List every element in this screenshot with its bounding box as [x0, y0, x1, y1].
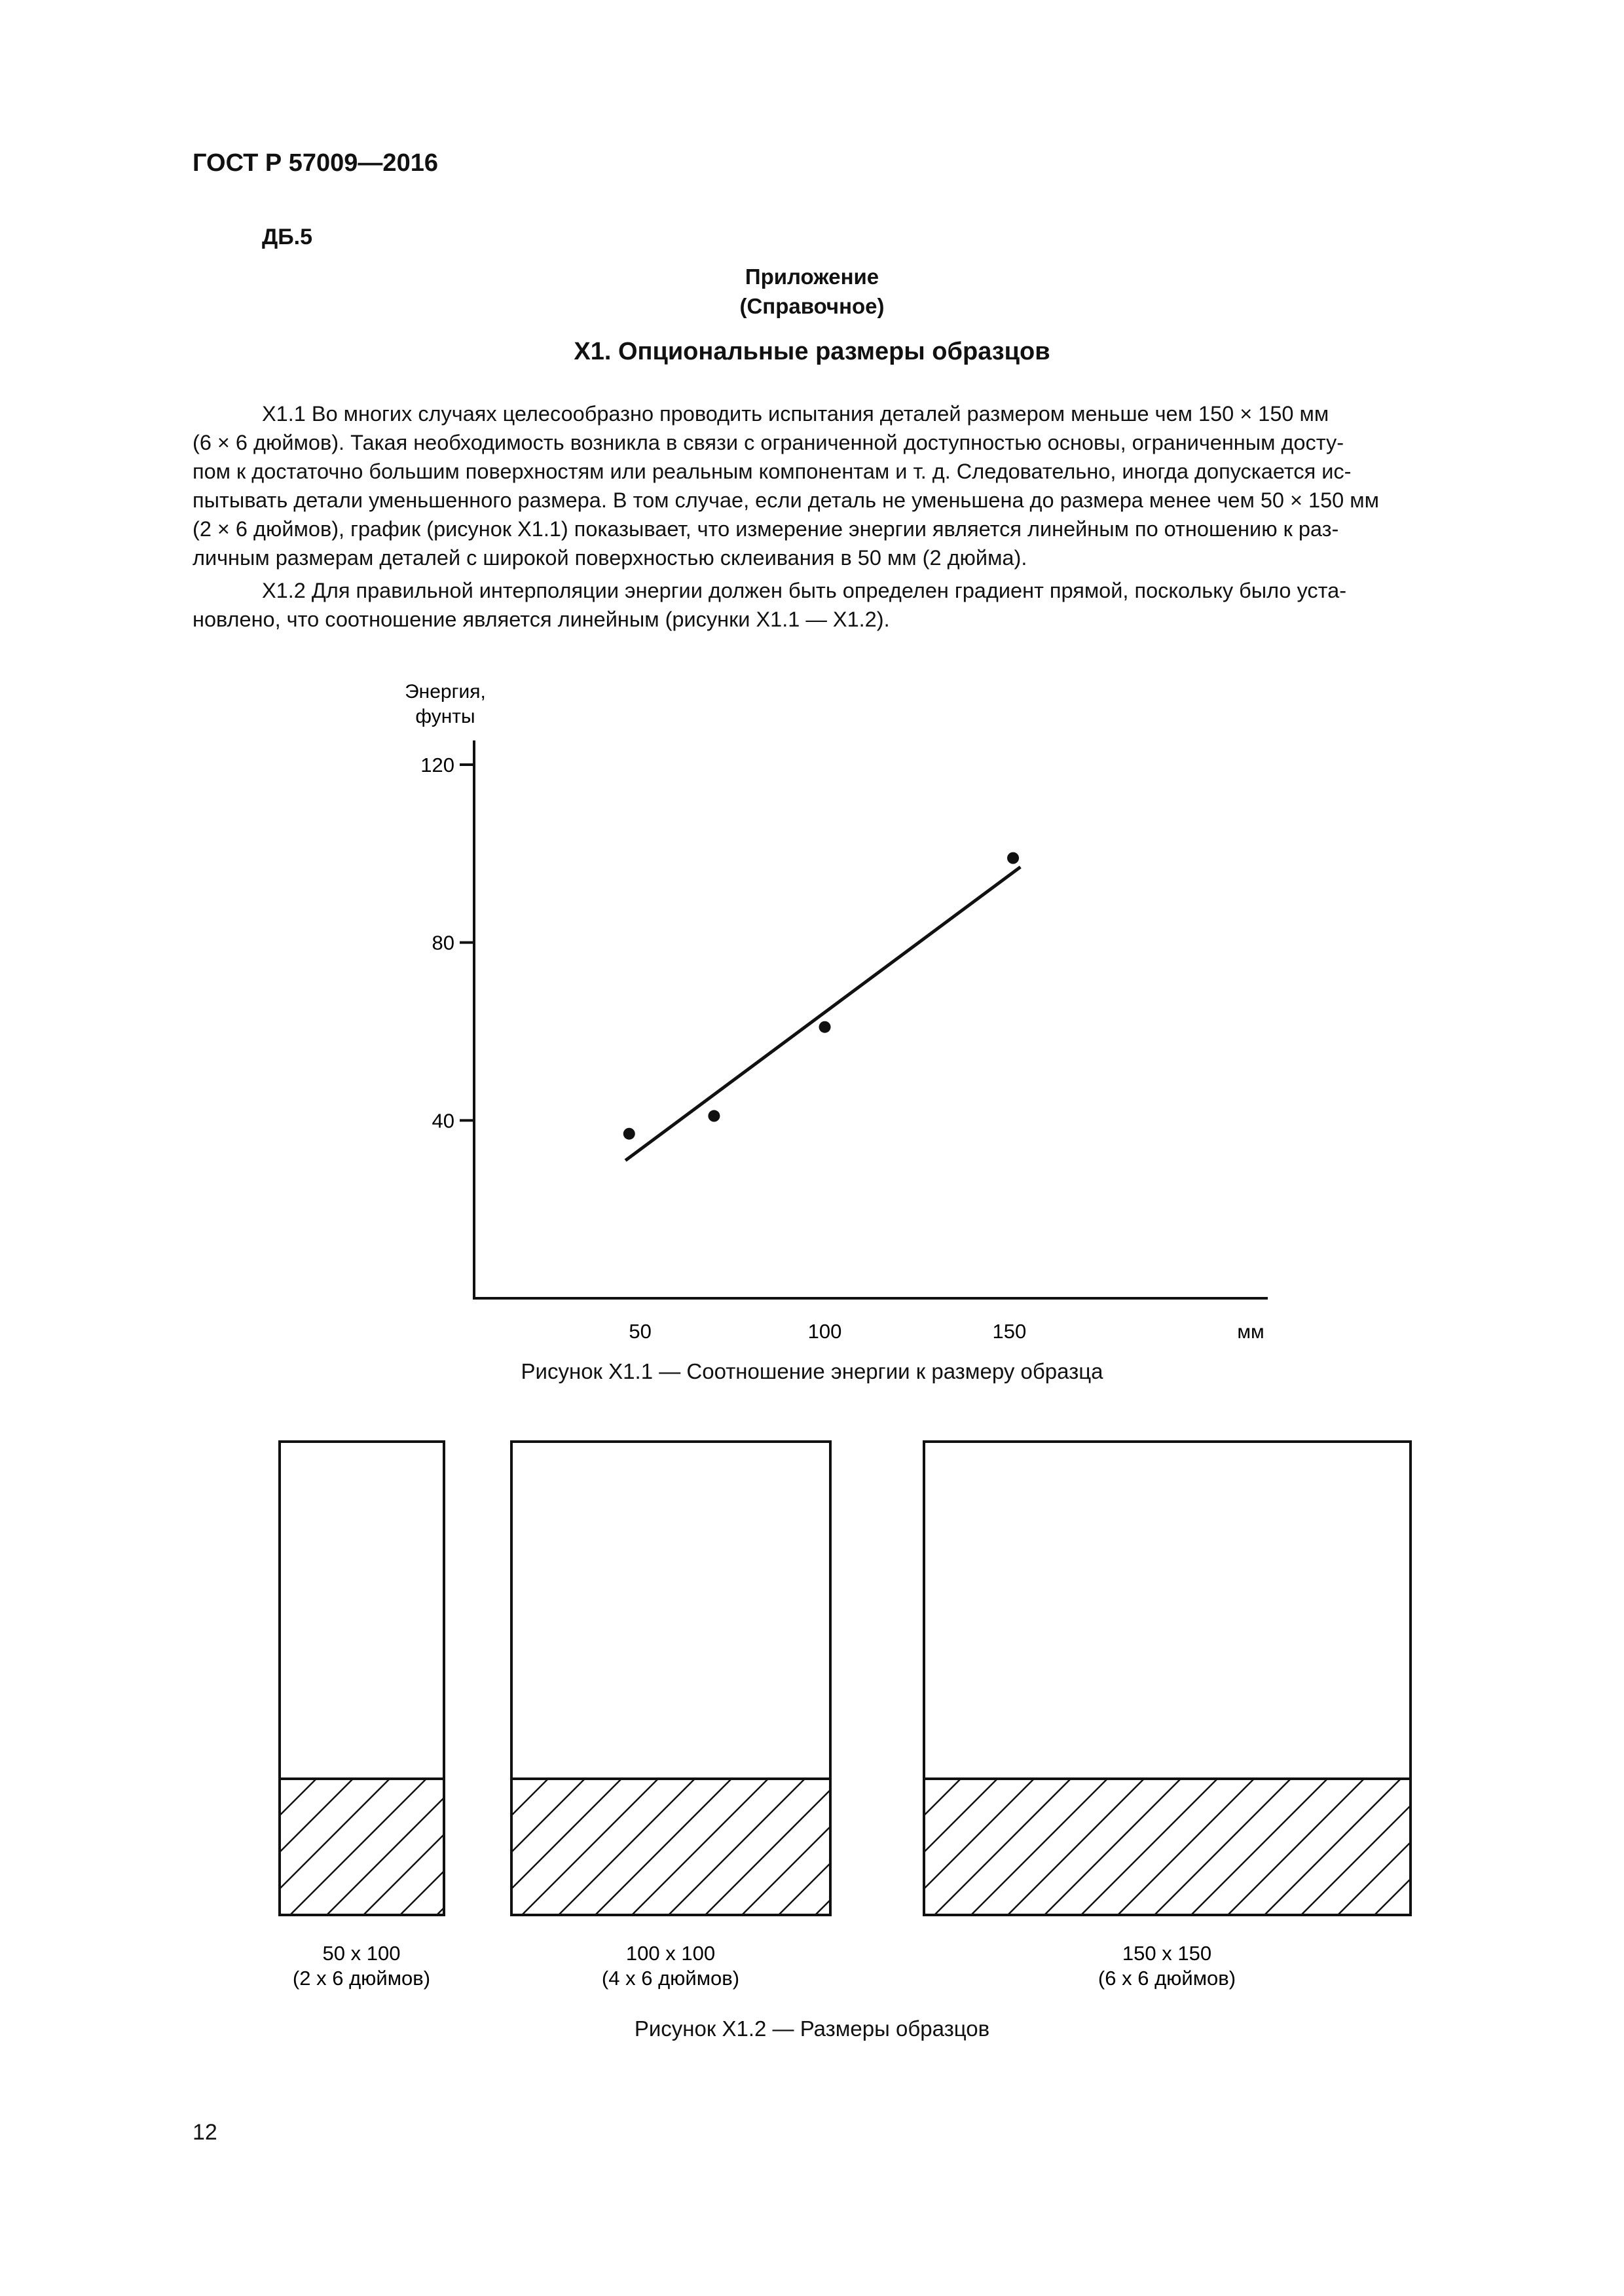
paragraph-line: личным размерам деталей с широкой поверхностью склеивания в 50 мм (2 дюйма).	[193, 546, 1027, 570]
hatch-line	[898, 1779, 1034, 1915]
y-axis-label-line2: фунты	[415, 706, 475, 727]
specimen-150x150	[788, 1442, 1547, 1915]
specimen-100x100	[375, 1442, 951, 1915]
paragraph-line: (2 × 6 дюймов), график (рисунок Х1.1) показывает, что измерение энергии является линейным по отношению к раз-	[193, 517, 1339, 541]
specimen-size-label: 150 х 150	[1122, 1942, 1212, 1965]
hatch-line	[363, 1779, 500, 1915]
specimen-inches-label: (2 х 6 дюймов)	[292, 1967, 431, 1990]
hatch-line	[290, 1779, 426, 1915]
hatch-line	[485, 1779, 621, 1915]
hatch-line	[1228, 1779, 1364, 1915]
fit-line	[625, 867, 1020, 1160]
hatch-line	[143, 1779, 280, 1915]
specimen-inches-label: (4 х 6 дюймов)	[601, 1967, 740, 1990]
x-tick-label: 100	[807, 1320, 842, 1343]
hatch-line	[559, 1779, 695, 1915]
x-tick-label: 150	[992, 1320, 1027, 1343]
data-point	[708, 1110, 720, 1122]
section-number: ДБ.5	[262, 225, 313, 249]
hatch-line	[861, 1779, 997, 1915]
hatch-line	[742, 1779, 878, 1915]
hatch-line	[1411, 1779, 1547, 1915]
hatch-line	[327, 1779, 463, 1915]
hatch-line	[971, 1779, 1107, 1915]
paragraph-line: Х1.2 Для правильной интерполяции энергии должен быть определен градиент прямой, поскольку было уста-	[262, 579, 1347, 602]
hatched-area	[375, 1779, 951, 1915]
paragraph-line: новлено, что соотношение является линейным (рисунки Х1.1 — Х1.2).	[193, 608, 890, 631]
data-point	[819, 1021, 831, 1033]
x-tick-label: 50	[629, 1320, 652, 1343]
paragraph-line: пытывать детали уменьшенного размера. В том случае, если деталь не уменьшена до размера менее чем 50 × 150 мм	[193, 488, 1379, 512]
hatch-line	[705, 1779, 841, 1915]
paragraph-line: Х1.1 Во многих случаях целесообразно проводить испытания деталей размером меньше чем 150 × 150 мм	[262, 402, 1329, 426]
hatched-area	[143, 1779, 573, 1915]
specimen-sizes-diagram	[0, 1427, 1624, 2003]
figure-2-caption: Рисунок Х1.2 — Размеры образцов	[634, 2016, 990, 2041]
annex-type: (Справочное)	[739, 294, 885, 318]
hatch-line	[824, 1779, 961, 1915]
hatch-line	[180, 1779, 316, 1915]
figure-1-caption: Рисунок Х1.1 — Соотношение энергии к размеру образца	[521, 1359, 1103, 1383]
paragraph-line: пом к достаточно большим поверхностям или реальным компонентам и т. д. Следовательно, иногда допускается ис-	[193, 460, 1352, 483]
hatch-line	[632, 1779, 768, 1915]
y-tick-label: 40	[432, 1109, 454, 1133]
hatch-line	[522, 1779, 658, 1915]
hatch-line	[1154, 1779, 1291, 1915]
annex-heading: Х1. Опциональные размеры образцов	[574, 338, 1050, 365]
y-tick-label: 120	[420, 754, 454, 776]
hatch-line	[1008, 1779, 1144, 1915]
hatch-line	[217, 1779, 353, 1915]
hatch-line	[779, 1779, 915, 1915]
hatch-line	[1118, 1779, 1254, 1915]
hatched-area	[788, 1779, 1547, 1915]
hatch-line	[1338, 1779, 1474, 1915]
hatch-line	[253, 1779, 390, 1915]
hatch-line	[1375, 1779, 1511, 1915]
hatch-line	[1264, 1779, 1401, 1915]
hatch-line	[815, 1779, 951, 1915]
hatch-line	[595, 1779, 731, 1915]
hatch-line	[1301, 1779, 1437, 1915]
hatch-line	[788, 1779, 924, 1915]
y-axis-label-line1: Энергия,	[405, 681, 486, 702]
hatch-line	[669, 1779, 805, 1915]
annex-title: Приложение	[745, 264, 879, 289]
page-number: 12	[193, 2120, 217, 2145]
hatch-line	[1191, 1779, 1327, 1915]
paragraph-line: (6 × 6 дюймов). Такая необходимость возникла в связи с ограниченной доступностью основы, ограниченным досту-	[193, 431, 1344, 454]
specimen-size-label: 50 х 100	[322, 1942, 401, 1965]
hatch-line	[1044, 1779, 1181, 1915]
standard-header: ГОСТ Р 57009—2016	[193, 149, 438, 177]
specimen-50x100	[143, 1442, 573, 1915]
hatch-line	[934, 1779, 1071, 1915]
x-axis-unit-label: мм	[1237, 1321, 1264, 1343]
data-point	[623, 1128, 635, 1140]
hatch-line	[449, 1779, 585, 1915]
specimen-inches-label: (6 х 6 дюймов)	[1098, 1967, 1236, 1990]
y-tick-label: 80	[432, 931, 454, 955]
specimen-size-label: 100 х 100	[625, 1942, 716, 1965]
hatch-line	[1081, 1779, 1217, 1915]
data-point	[1007, 852, 1019, 864]
